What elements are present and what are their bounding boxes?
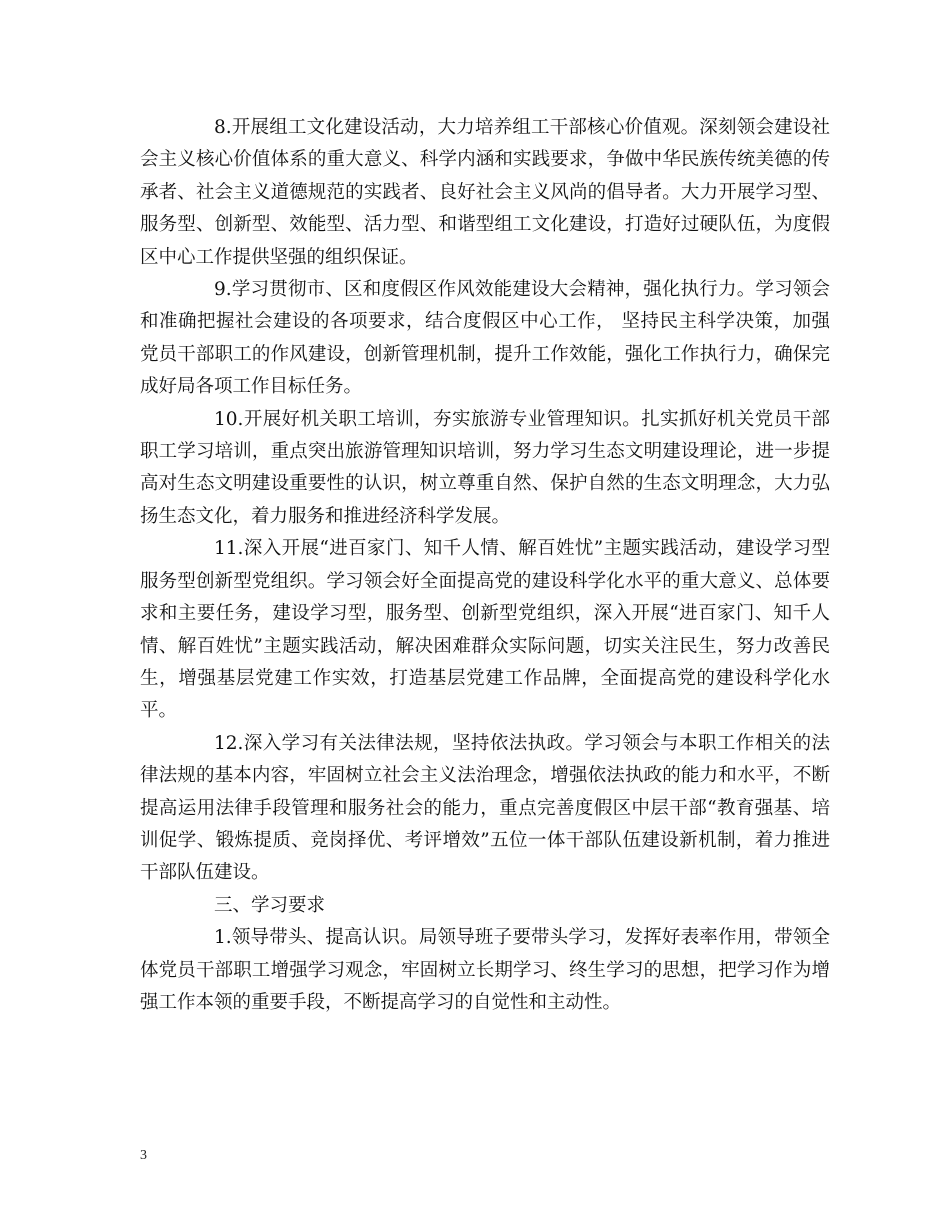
paragraph-item-9: 9.学习贯彻市、区和度假区作风效能建设大会精神，强化执行力。学习领会和准确把握社会建设的各项要求，结合度假区中心工作， 坚持民主科学决策，加强党员干部职工的作风建设，创新管理机制，提升工作效能，强化工作执行力，确保完成好局各项工作目标任务。 [140,279,830,398]
document-body [140,112,830,1019]
section-heading: 三、学习要求 [214,894,326,916]
page-number: 3 [140,1148,147,1163]
paragraph-item-12: 12.深入学习有关法律法规，坚持依法执政。学习领会与本职工作相关的法律法规的基本内容，牢固树立社会主义法治理念，增强依法执政的能力和水平，不断提高运用法律手段管理和服务社会的能力，重点完善度假区中层干部“教育强基、培训促学、锻炼提质、竞岗择优、考评增效”五位一体干部队伍建设新机制，着力推进干部队伍建设。 [140,732,830,884]
paragraph-item-11: 11.深入开展“进百家门、知千人情、解百姓忧”主题实践活动，建设学习型服务型创新型党组织。学习领会好全面提高党的建设科学化水平的重大意义、总体要求和主要任务，建设学习型，服务型、创新型党组织，深入开展“进百家门、知千人情、解百姓忧”主题实践活动，解决困难群众实际问题，切实关注民生，努力改善民生，增强基层党建工作实效，打造基层党建工作品牌，全面提高党的建设科学化水平。 [140,538,830,722]
paragraph-item-8: 8.开展组工文化建设活动，大力培养组工干部核心价值观。深刻领会建设社会主义核心价值体系的重大意义、科学内涵和实践要求，争做中华民族传统美德的传承者、社会主义道德规范的实践者、良好社会主义风尚的倡导者。大力开展学习型、服务型、创新型、效能型、活力型、和谐型组工文化建设，打造好过硬队伍，为度假区中心工作提供坚强的组织保证。 [140,117,830,268]
paragraph-item-10: 10.开展好机关职工培训，夯实旅游专业管理知识。扎实抓好机关党员干部职工学习培训，重点突出旅游管理知识培训，努力学习生态文明建设理论，进一步提高对生态文明建设重要性的认识，树立尊重自然、保护自然的生态文明理念，大力弘扬生态文化，着力服务和推进经济科学发展。 [140,408,830,527]
paragraph-requirement-1: 1.领导带头、提高认识。局领导班子要带头学习，发挥好表率作用，带领全体党员干部职工增强学习观念，牢固树立长期学习、终生学习的思想，把学习作为增强工作本领的重要手段，不断提高学习的自觉性和主动性。 [140,927,830,1013]
